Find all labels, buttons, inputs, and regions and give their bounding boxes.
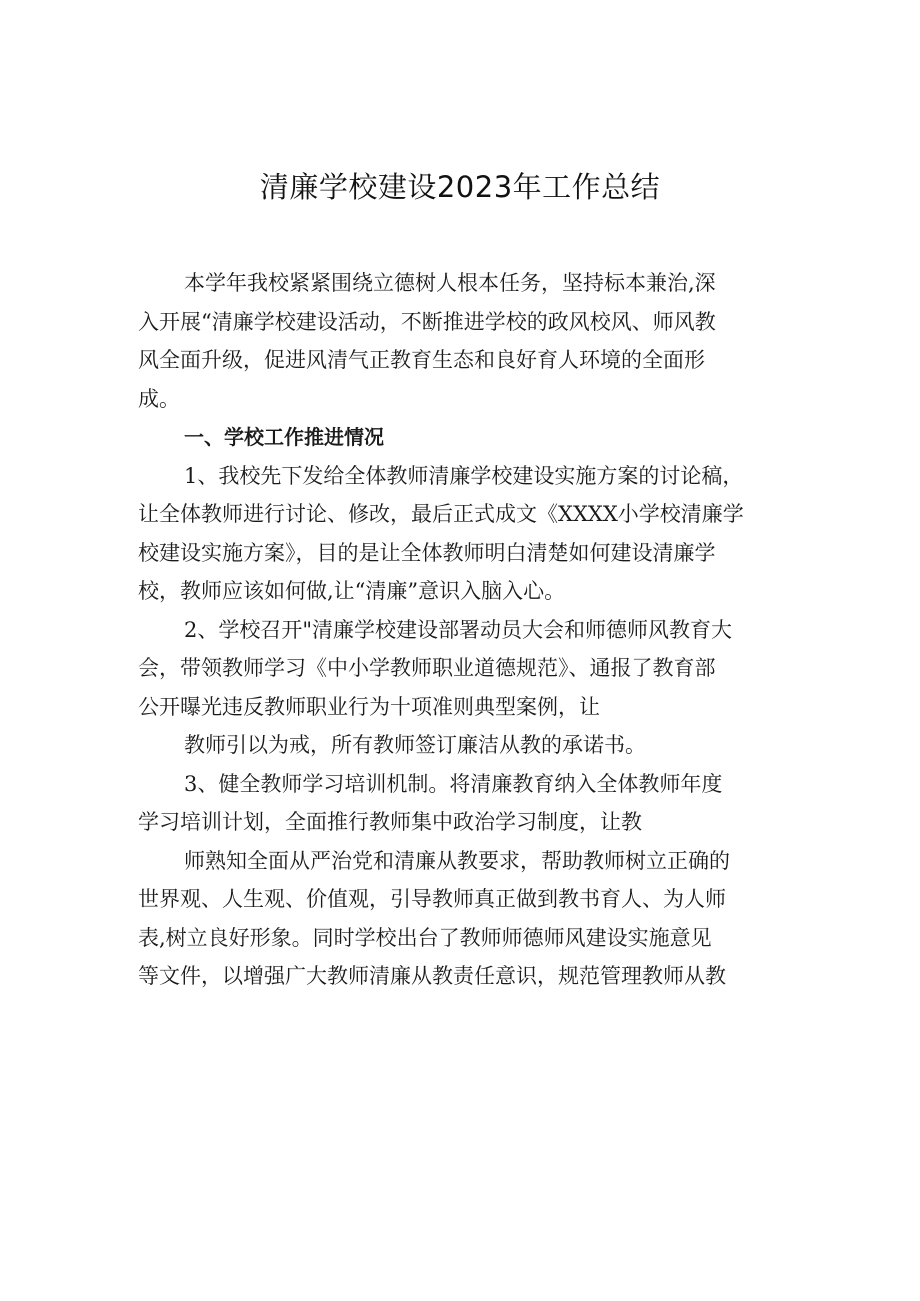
item-2-line-1: 2、学校召开"清廉学校建设部署动员大会和师德师风教育大	[184, 617, 733, 642]
section-heading-1: 一、学校工作推进情况	[184, 425, 384, 449]
item-2-line-4: 教师引以为戒，所有教师签订廉洁从教的承诺书。	[184, 733, 646, 757]
document-title: 清廉学校建设2023年工作总结	[259, 170, 661, 204]
intro-line-3: 风全面升级，促进风清气正教育生态和良好育人环境的全面形	[138, 348, 705, 372]
item-3-line-4: 世界观、人生观、价值观，引导教师真正做到教书育人、为人师	[138, 887, 726, 911]
item-1-line-4: 校，教师应该如何做,让“清廉”意识入脑入心。	[138, 579, 566, 603]
item-1-line-1: 1、我校先下发给全体教师清廉学校建设实施方案的讨论稿，	[184, 463, 744, 488]
item-3-line-2: 学习培训计划，全面推行教师集中政治学习制度，让教	[138, 810, 642, 834]
item-3-line-3: 师熟知全面从严治党和清廉从教要求，帮助教师树立正确的	[184, 848, 730, 873]
intro-line-2: 入开展“清廉学校建设活动，不断推进学校的政风校风、师风教	[138, 309, 716, 334]
item-3-line-1: 3、健全教师学习培训机制。将清廉教育纳入全体教师年度	[184, 771, 723, 796]
item-3-line-6: 等文件，以增强广大教师清廉从教责任意识，规范管理教师从教	[138, 964, 726, 988]
intro-line-4: 成。	[138, 386, 180, 411]
item-1-line-3: 校建设实施方案》，目的是让全体教师明白清楚如何建设清廉学	[138, 540, 716, 565]
item-2-line-3: 公开曝光违反教师职业行为十项准则典型案例，让	[138, 694, 600, 719]
intro-line-1: 本学年我校紧紧围绕立德树人根本任务，坚持标本兼治,深	[184, 271, 716, 295]
document-body	[138, 264, 788, 996]
item-2-line-2: 会，带领教师学习《中小学教师职业道德规范》、通报了教育部	[138, 656, 716, 680]
item-3-line-5: 表,树立良好形象。同时学校出台了教师师德师风建设实施意见	[138, 925, 712, 950]
item-1-line-2: 让全体教师进行讨论、修改，最后正式成文《XXXX小学校清廉学	[138, 502, 744, 526]
